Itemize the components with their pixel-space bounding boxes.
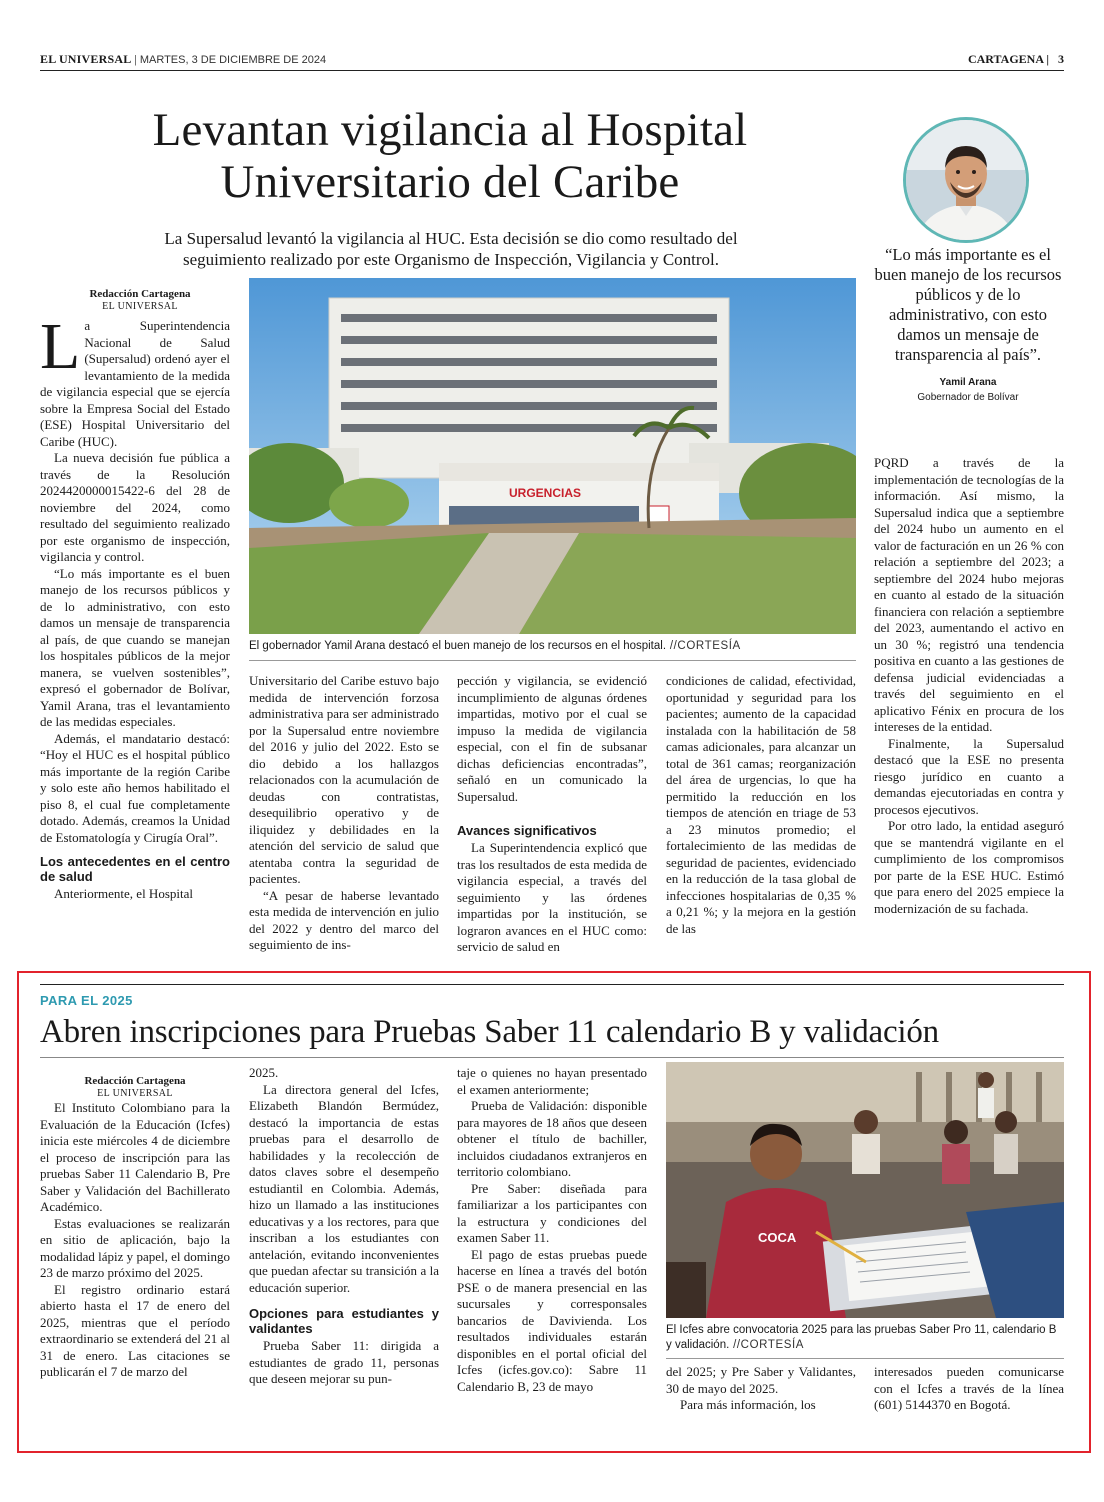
article-paragraph: Prueba Saber 11: dirigida a estudiantes de grado 11, personas que deseen mejorar su pun- — [249, 1338, 439, 1386]
article-paragraph: El Instituto Colombiano para la Evaluación de la Educación (Icfes) inicia este miércoles 4 de diciembre el proceso de inscripción para las pruebas Saber 11 Calendario B, Pre Saber y Validación del Bachillerato Académico. — [40, 1100, 230, 1214]
students-photo-caption: El Icfes abre convocatoria 2025 para las pruebas Saber Pro 11, calendario B y validación. //CORTESÍA — [666, 1324, 1057, 1351]
students-image — [666, 1062, 1064, 1318]
kicker: PARA EL 2025 — [40, 993, 133, 1008]
second-column-1 — [40, 1100, 230, 1381]
second-byline: Redacción Cartagena EL UNIVERSAL — [84, 1075, 186, 1099]
page-header — [40, 52, 1064, 68]
second-headline: Abren inscripciones para Pruebas Saber 11 calendario B y validación — [40, 1014, 939, 1050]
article-paragraph: PQRD a través de la implementación de tecnologías de la información. Así mismo, la Supersalud indica que a septiembre del 2024 hubo un aumento en el valor de facturación en un 26 % con relación a septiembre del 2023; a septiembre del 2024 hubo mejoras en cuanto al estado de la situación financiera con relación a septiembre del 2023, aumentando el activo en un 30 %; registró una tendencia positiva en cuanto a las gestiones de defensa judicial evidenciadas a través del seguimiento en el aplicativo Fénix en procura de los intereses de la entidad. — [874, 455, 1064, 734]
photo-credit: //CORTESÍA — [666, 640, 741, 652]
quote-author-role: Gobernador de Bolívar — [917, 392, 1019, 403]
svg-text:COCA: COCA — [758, 1230, 797, 1245]
section-name: CARTAGENA — [967, 52, 1044, 66]
main-column-1 — [40, 310, 230, 903]
main-byline: Redacción Cartagena EL UNIVERSAL — [89, 288, 191, 312]
article-paragraph: Prueba de Validación: disponible para mayores de 18 años que deseen obtener el título de bachiller, incluidos ciudadanos extranjeros en territorio colombiano. — [457, 1098, 647, 1179]
header-rule — [40, 70, 1064, 71]
main-column-5 — [874, 455, 1064, 917]
article-paragraph: Además, el mandatario destacó: “Hoy el HUC es el hospital público más importante de la región Caribe y solo este año hemos habilitado el piso 8, el cual fue completamente dotado. Además, creamos la Unidad de Estomatología y Cirugía Oral”. — [40, 730, 230, 845]
portrait-photo — [903, 117, 1029, 243]
article-paragraph: El pago de estas pruebas puede hacerse en línea a través del botón PSE o de manera presencial en las sucursales y corresponsales bancarios de Davivienda. Los resultados individuales estarán disponibles en el portal oficial del Icfes (icfes.gov.co): Sabre 11 Calendario B, 23 de mayo — [457, 1246, 647, 1394]
drop-cap: L — [40, 310, 81, 383]
article-paragraph: La Superintendencia Nacional de Salud (Supersalud) ordenó ayer el levantamiento de la medida de vigilancia especial que se ejercía sobre la Empresa Social del Estado (ESE) Hospital Universitario del Caribe (HUC). — [40, 310, 230, 449]
article-paragraph: Por otro lado, la entidad aseguró que se mantendrá vigilante en el cumplimiento de los compromisos por parte de la ESE HUC. Estimó que para enero del 2025 empiece la modernización de su fachada. — [874, 818, 1064, 916]
second-column-3 — [457, 1065, 647, 1395]
article-paragraph: condiciones de calidad, efectividad, oportunidad y seguridad para los pacientes; aumento de la capacidad instalada con la habilitación de 58 camas adicionales, para alcanzar un total de 361 camas; reorganización del área de urgencias, lo que ha permitido la reducción en los tiempos de atención en triage de 53 a 23 minutos promedio; el fortalecimiento de las medidas de seguridad de pacientes, evidenciado en la reducción de la tasa global de infecciones hospitalarias de 0,35 % a 0,21 %; y la mejora en la gestión de las — [666, 673, 856, 936]
article-paragraph: del 2025; y Pre Saber y Validantes, 30 de mayo del 2025. — [666, 1364, 856, 1396]
article-paragraph: Finalmente, la Supersalud destacó que la ESE no presenta riesgo jurídico en cuanto a demandas ejecutoriadas en contra y procesos ejecutivos. — [874, 735, 1064, 817]
article-paragraph: El registro ordinario estará abierto hasta el 17 de enero del 2025, mientras que el período extraordinario se extenderá del 21 al 31 de enero. Las citaciones se publicarán el 7 de marzo del — [40, 1281, 230, 1379]
article-paragraph: taje o quienes no hayan presentado el examen anteriormente; — [457, 1065, 647, 1097]
urgencias-sign: URGENCIAS — [509, 486, 582, 500]
portrait-image — [906, 120, 1026, 240]
second-column-4 — [666, 1364, 856, 1414]
pull-quote: “Lo más importante es el buen manejo de los recursos públicos y de lo administrativo, con esto damos un mensaje de transparencia al país”. — [874, 245, 1062, 364]
article-paragraph: Pre Saber: diseñada para familiarizar a los participantes con la estructura y condiciones del examen Saber 11. — [457, 1180, 647, 1245]
subheading: Avances significativos — [457, 823, 597, 838]
section-label: CARTAGENA | 3 — [967, 52, 1064, 66]
page-number: 3 — [1058, 52, 1064, 66]
article-paragraph: “Lo más importante es el buen manejo de los recursos públicos y de lo administrativo, con esto damos un mensaje de transparencia al país, de que cuando se manejan los hospitales públicos de la mejor manera, se vuelven sostenibles”, expresó el gobernador de Bolívar, Yamil Arana, tras el levantamiento de las medidas especiales. — [40, 565, 230, 729]
article-paragraph: “A pesar de haberse levantado esta medida de intervención en julio del 2022 y dentro del marco del seguimiento de ins- — [249, 887, 439, 952]
article-paragraph: Universitario del Caribe estuvo bajo medida de intervención forzosa administrativa para ser administrado por la Supersalud entre noviembre del 2016 y julio del 2022. Esto se dio debido a los hallazgos relacionados con la acumulación de deudas con contratistas, desequilibrio operativo y de iliquidez y debilidades en la atención del servicio de salud que atentaba contra la seguridad de pacientes. — [249, 673, 439, 886]
article-paragraph: Anteriormente, el Hospital — [54, 886, 193, 901]
issue-date: MARTES, 3 DE DICIEMBRE DE 2024 — [139, 54, 327, 66]
main-column-4 — [666, 673, 856, 937]
article-paragraph: La directora general del Icfes, Elizabeth Blandón Bermúdez, destacó la importancia de estas pruebas para el desarrollo de habilidades y la recolección de datos claves sobre el desempeño estudiantil en Colombia. Además, hizo un llamado a las instituciones educativas y a los rectores, para que inscriban a los estudiantes con antelación, evitando inconvenientes que puedan afectar su transición a la educación superior. — [249, 1081, 439, 1295]
section-rule — [40, 984, 1064, 985]
hospital-image — [249, 278, 856, 634]
main-deck: La Supersalud levantó la vigilancia al HUC. Esta decisión se dio como resultado del seguimiento realizado por este Organismo de Inspección, Vigilancia y Control. — [164, 229, 738, 269]
masthead: EL UNIVERSAL | MARTES, 3 DE DICIEMBRE DE 2024 — [40, 52, 327, 66]
second-column-2 — [249, 1065, 439, 1388]
article-paragraph: Para más información, los — [680, 1397, 816, 1412]
second-column-5 — [874, 1364, 1064, 1414]
photo-credit: //CORTESÍA — [729, 1339, 805, 1351]
hospital-photo — [249, 278, 856, 634]
paper-name: EL UNIVERSAL — [40, 52, 132, 66]
quote-author: Yamil Arana — [939, 377, 997, 388]
hospital-photo-caption: El gobernador Yamil Arana destacó el buen manejo de los recursos en el hospital. //CORTESÍA — [249, 640, 741, 652]
caption-rule — [666, 1358, 1064, 1359]
students-photo — [666, 1062, 1064, 1318]
main-headline: Levantan vigilancia al Hospital Universitario del Caribe — [152, 104, 748, 208]
article-paragraph: La Superintendencia explicó que tras los resultados de esta medida de vigilancia especial, a través del seguimiento y las órdenes impartidas por la institución, se lograron avances en el HUC como: servicio de salud en — [457, 840, 647, 954]
subheading: Los antecedentes en el centro de salud — [40, 854, 230, 884]
article-paragraph: pección y vigilancia, se evidenció incumplimiento de algunas órdenes impartidas, motivo por el cual se impuso la medida de vigilancia especial, con el fin de subsanar dichas deficiencias encontradas”, señaló en un comunicado la Supersalud. — [457, 673, 647, 804]
caption-rule — [249, 660, 856, 661]
main-column-3 — [457, 673, 647, 956]
article-paragraph: Estas evaluaciones se realizarán en sitio de aplicación, bajo la modalidad lápiz y papel, el domingo 23 de marzo próximo del 2025. — [40, 1215, 230, 1280]
article-paragraph: La nueva decisión fue pública a través de la Resolución 2024420000015422-6 del 28 de noviembre del 2024, como resultado del seguimiento realizado por este organismo de inspección, vigilancia y control. — [40, 450, 230, 564]
headline-rule — [40, 1057, 1064, 1058]
article-paragraph: interesados pueden comunicarse con el Icfes a través de la línea (601) 5144370 en Bogotá. — [874, 1364, 1064, 1412]
subheading: Opciones para estudiantes y validantes — [249, 1306, 439, 1336]
main-column-2 — [249, 673, 439, 954]
article-paragraph: 2025. — [249, 1065, 279, 1080]
